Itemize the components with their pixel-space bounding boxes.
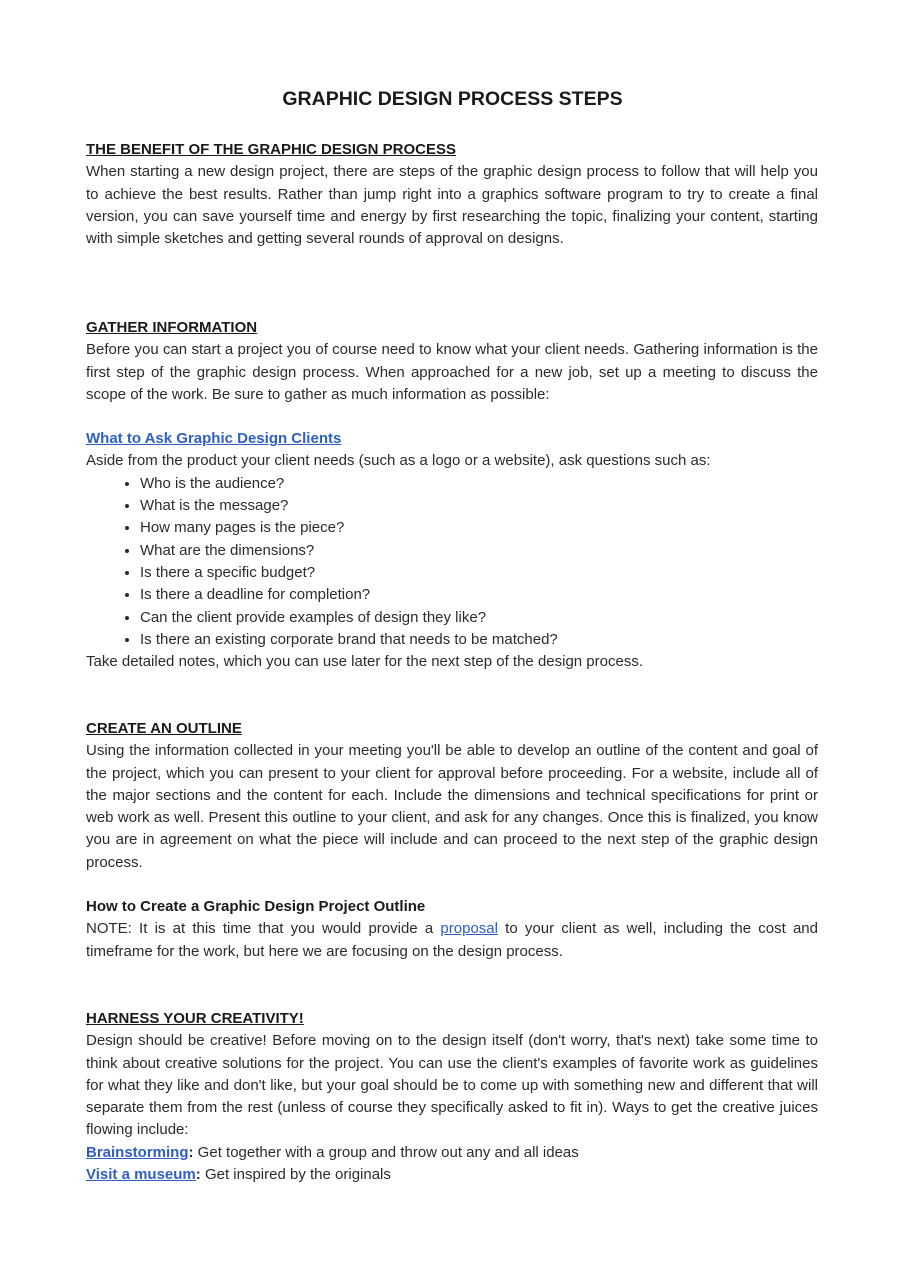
page-title: GRAPHIC DESIGN PROCESS STEPS — [282, 88, 623, 110]
visit-museum-link[interactable]: Visit a museum — [86, 1166, 196, 1184]
what-to-ask-link[interactable]: What to Ask Graphic Design Clients — [86, 430, 342, 448]
list-item: • Is there an existing corporate brand that needs to be matched? — [140, 629, 818, 651]
idea-text: Get inspired by the originals — [200, 1166, 391, 1184]
section-gather — [86, 317, 818, 673]
list-item: • Who is the audience? — [140, 473, 818, 495]
section-creativity — [86, 1008, 818, 1186]
question-list — [86, 473, 818, 651]
note-text: to your client as well, including the cost and timeframe for the work, but here we are focusing on the design process. — [86, 920, 818, 960]
subheading: How to Create a Graphic Design Project Outline — [86, 898, 426, 915]
list-item: • Can the client provide examples of design they like? — [140, 607, 818, 629]
separator: : — [195, 1166, 201, 1184]
separator: : — [188, 1143, 194, 1161]
list-item: • How many pages is the piece? — [140, 517, 818, 539]
note-paragraph — [86, 918, 818, 963]
intro-text: Aside from the product your client needs (such as a logo or a website), ask questions such as: — [86, 452, 711, 470]
paragraph: Design should be creative! Before moving on to the design itself (don't worry, that's next) take some time to think about creative solutions for the project. You can use the client's examples of favorite work as guidelines for what they like and don't like, but your goal should be to come up with something new and different that will separate them from the rest (unless of course they specifically asked to fit in). Ways to get the creative juices flowing include: — [86, 1032, 818, 1139]
paragraph: Using the information collected in your meeting you'll be able to develop an outline of the content and goal of the project, which you can present to your client for approval before proceeding. For a website, include all of the major sections and the content for each. Include the dimensions and technical specifications for print or web work as well. Present this outline to your client, and ask for any changes. Once this is finalized, you know you are in agreement on what the piece will include and can proceed to the next step of the graphic design process. — [86, 742, 818, 871]
section-benefit — [86, 139, 818, 250]
brainstorming-link[interactable]: Brainstorming — [86, 1143, 189, 1161]
section-outline — [86, 718, 818, 874]
note-text: NOTE: It is at this time that you would provide a — [86, 920, 441, 938]
outro-text: Take detailed notes, which you can use later for the next step of the design process. — [86, 653, 643, 671]
section-heading: HARNESS YOUR CREATIVITY! — [86, 1010, 304, 1027]
idea-text: Get together with a group and throw out any and all ideas — [193, 1143, 579, 1161]
paragraph: When starting a new design project, there are steps of the graphic design process to follow that will help you to achieve the best results. Rather than jump right into a graphics software program to try to create a final version, you can save yourself time and energy by first researching the topic, finalizing your content, starting with simple sketches and getting several rounds of approval on designs. — [86, 163, 818, 248]
idea-item — [86, 1164, 818, 1186]
proposal-link[interactable]: proposal — [440, 920, 498, 938]
paragraph: Before you can start a project you of course need to know what your client needs. Gathering information is the first step of the graphic design process. When approached for a new job, set up a meeting to discuss the scope of the work. Be sure to gather as much information as possible: — [86, 341, 818, 403]
outline-subsection — [86, 896, 818, 963]
list-item: • Is there a deadline for completion? — [140, 584, 818, 606]
list-item: • What is the message? — [140, 495, 818, 517]
idea-item — [86, 1142, 818, 1164]
section-heading: CREATE AN OUTLINE — [86, 720, 242, 737]
list-item: • Is there a specific budget? — [140, 562, 818, 584]
section-heading: THE BENEFIT OF THE GRAPHIC DESIGN PROCESS — [86, 141, 457, 158]
section-heading: GATHER INFORMATION — [86, 319, 258, 336]
list-item: • What are the dimensions? — [140, 540, 818, 562]
